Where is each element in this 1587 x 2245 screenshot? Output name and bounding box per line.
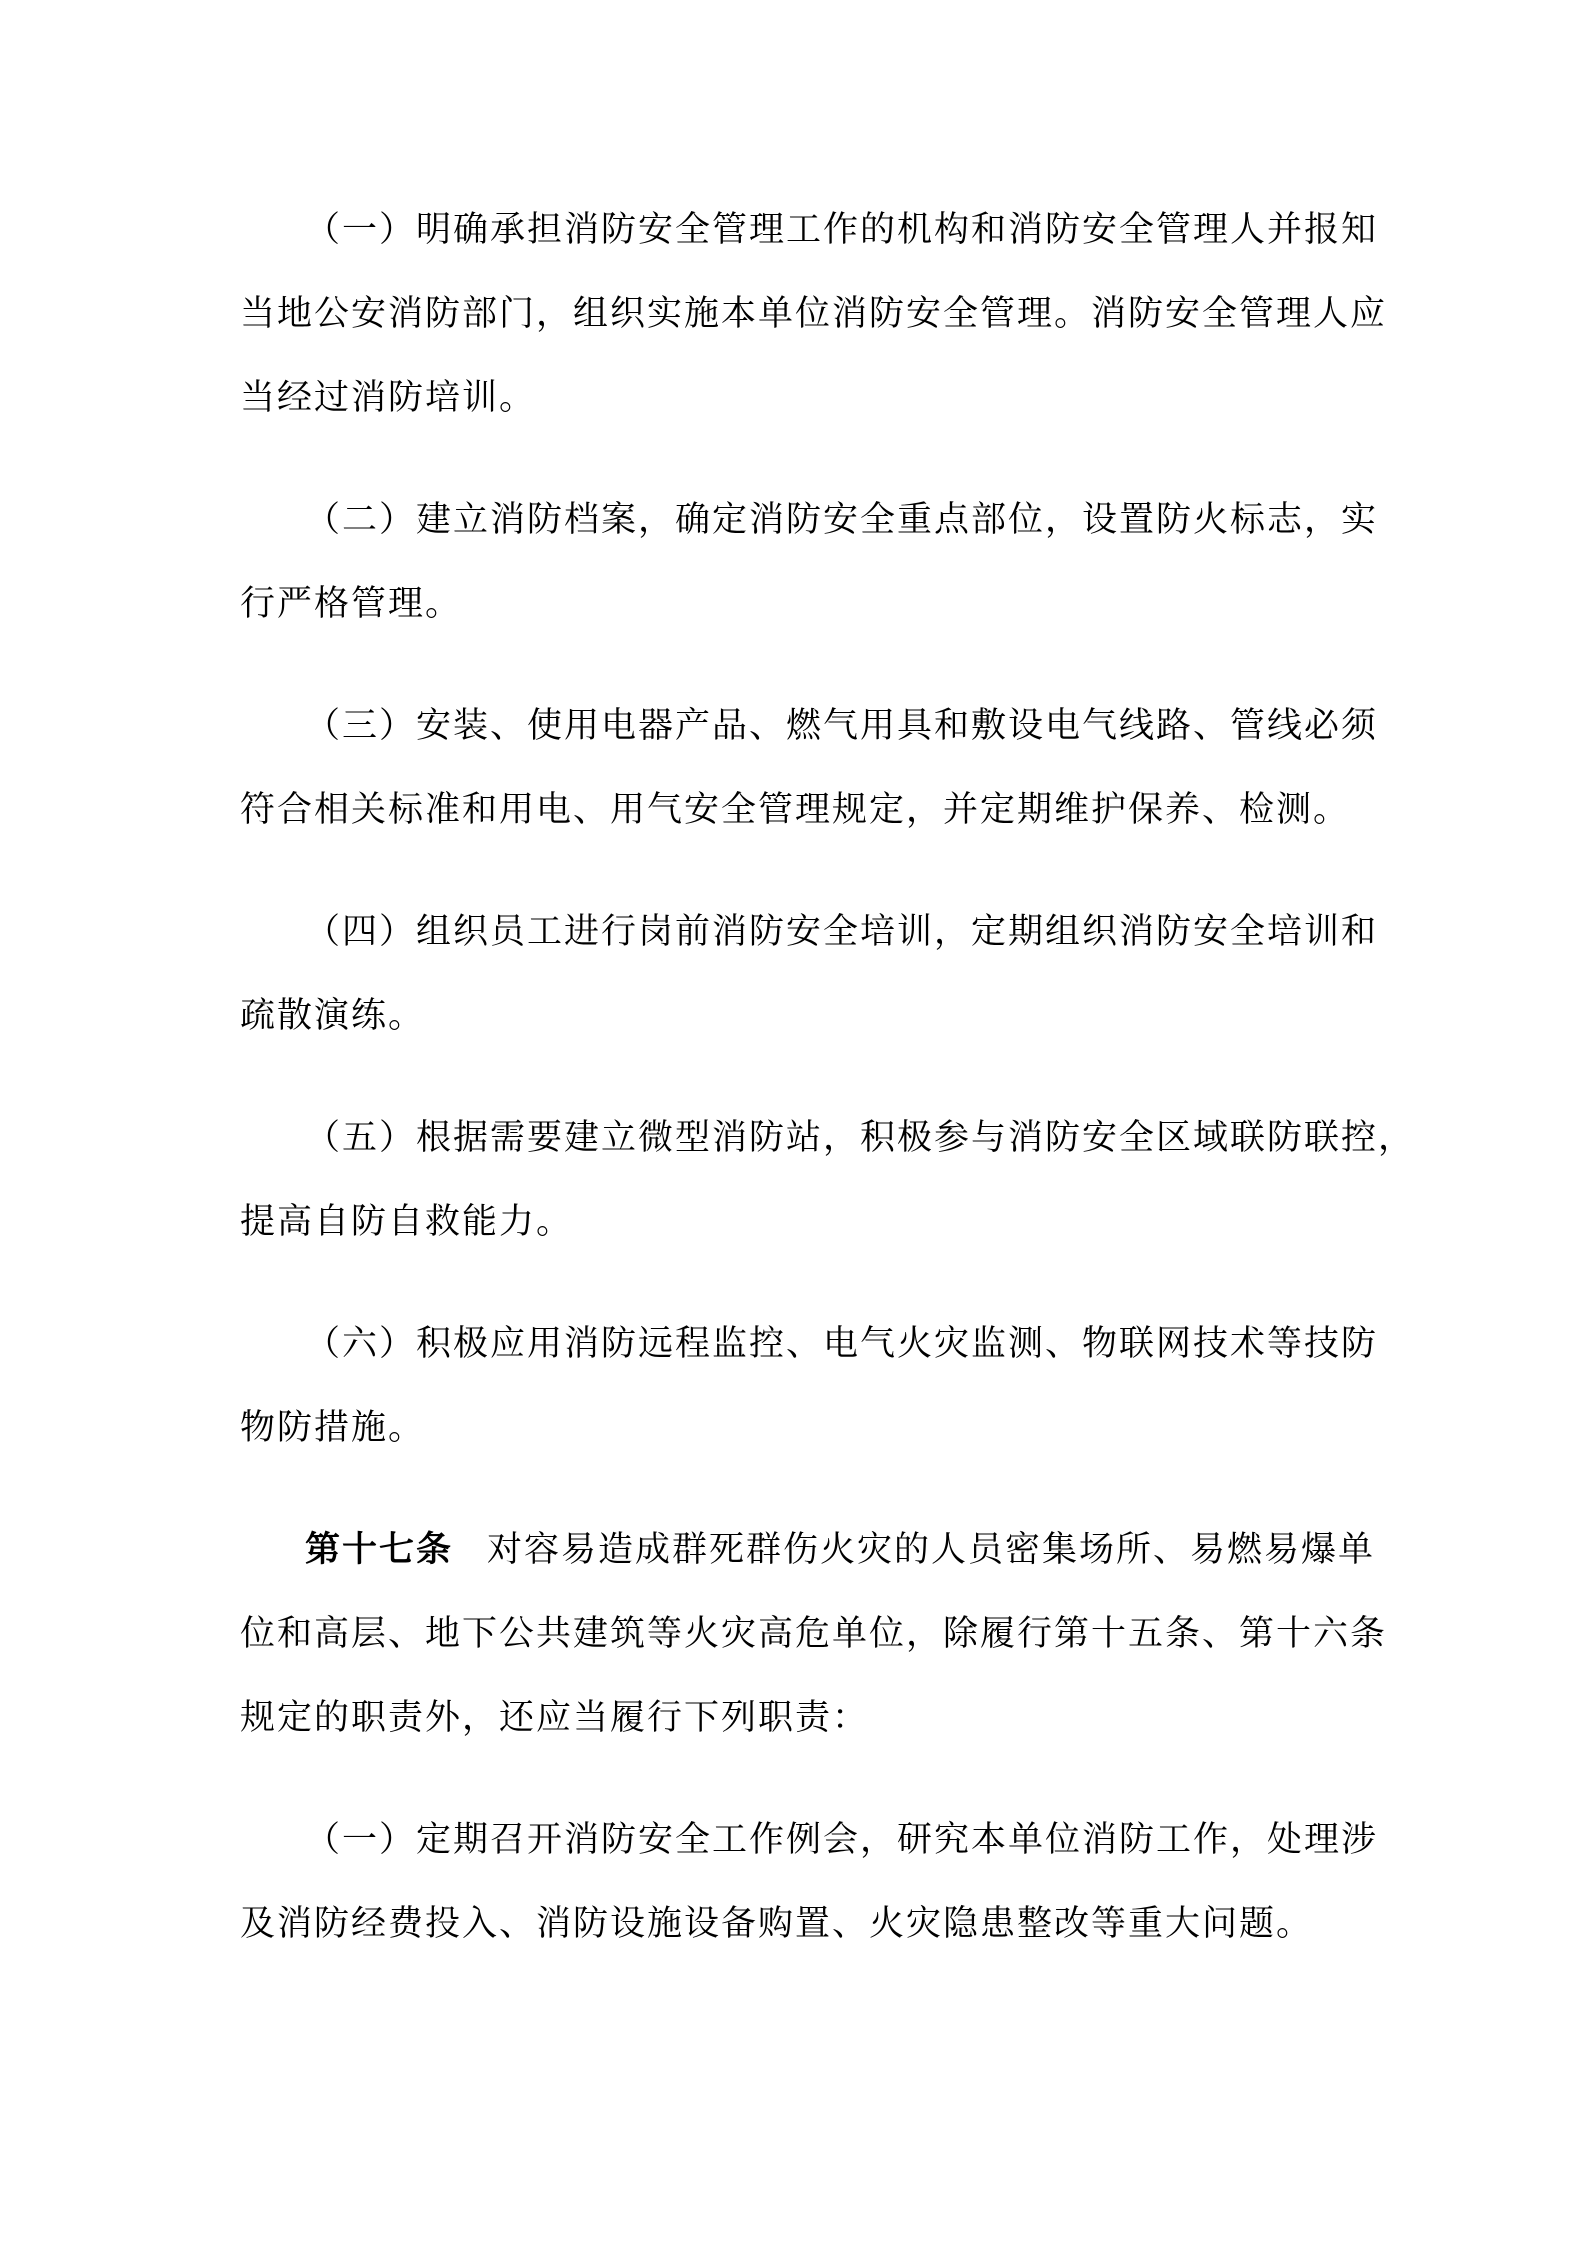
article-number: 第十七条: [305, 1530, 454, 1569]
text-line: [240, 356, 1407, 440]
paragraph: [240, 188, 1407, 440]
text-segment: 物防措施。: [240, 1408, 426, 1447]
text-line: [240, 1798, 1407, 1882]
text-line: [240, 890, 1407, 974]
paragraph: [240, 1096, 1416, 1264]
text-line: [240, 1676, 1407, 1760]
text-segment: 符合相关标准和用电、用气安全管理规定，并定期维护保养、检测。: [240, 790, 1351, 829]
text-line: [240, 974, 1407, 1058]
paragraph: [240, 1798, 1407, 1966]
text-segment: 疏散演练。: [240, 996, 426, 1035]
paragraph: [240, 890, 1407, 1058]
text-segment: （一）定期召开消防安全工作例会，研究本单位消防工作，处理涉: [305, 1820, 1379, 1859]
text-line: [240, 1302, 1407, 1386]
text-line: [240, 478, 1407, 562]
text-segment: 规定的职责外，还应当履行下列职责：: [240, 1698, 870, 1737]
text-segment: 当经过消防培训。: [240, 378, 537, 417]
text-line: [240, 272, 1407, 356]
text-segment: 及消防经费投入、消防设施设备购置、火灾隐患整改等重大问题。: [240, 1904, 1314, 1943]
text-line: [240, 1592, 1407, 1676]
text-segment: 位和高层、地下公共建筑等火灾高危单位，除履行第十五条、第十六条: [240, 1614, 1388, 1653]
paragraph: [240, 1508, 1407, 1760]
text-line: [240, 1882, 1407, 1966]
text-line: [240, 768, 1407, 852]
text-segment: 行严格管理。: [240, 584, 463, 623]
text-line: [240, 1386, 1407, 1470]
paragraph: [240, 478, 1407, 646]
text-segment: （五）根据需要建立微型消防站，积极参与消防安全区域联防联控，: [305, 1118, 1416, 1157]
text-line: [240, 562, 1407, 646]
text-line: [240, 1508, 1407, 1592]
text-line: [240, 1180, 1407, 1264]
text-line: [240, 684, 1407, 768]
text-segment: 当地公安消防部门，组织实施本单位消防安全管理。消防安全管理人应: [240, 294, 1388, 333]
text-segment: 对容易造成群死群伤火灾的人员密集场所、易燃易爆单: [487, 1530, 1376, 1569]
text-line: [240, 188, 1407, 272]
text-segment: （二）建立消防档案，确定消防安全重点部位，设置防火标志，实: [305, 500, 1379, 539]
text-segment: （一）明确承担消防安全管理工作的机构和消防安全管理人并报知: [305, 210, 1379, 249]
paragraph: [240, 1302, 1407, 1470]
text-segment: （三）安装、使用电器产品、燃气用具和敷设电气线路、管线必须: [305, 706, 1379, 745]
text-line: [240, 1096, 1416, 1180]
paragraph: [240, 684, 1407, 852]
text-segment: （四）组织员工进行岗前消防安全培训，定期组织消防安全培训和: [305, 912, 1379, 951]
text-segment: 提高自防自救能力。: [240, 1202, 574, 1241]
text-segment: （六）积极应用消防远程监控、电气火灾监测、物联网技术等技防: [305, 1324, 1379, 1363]
